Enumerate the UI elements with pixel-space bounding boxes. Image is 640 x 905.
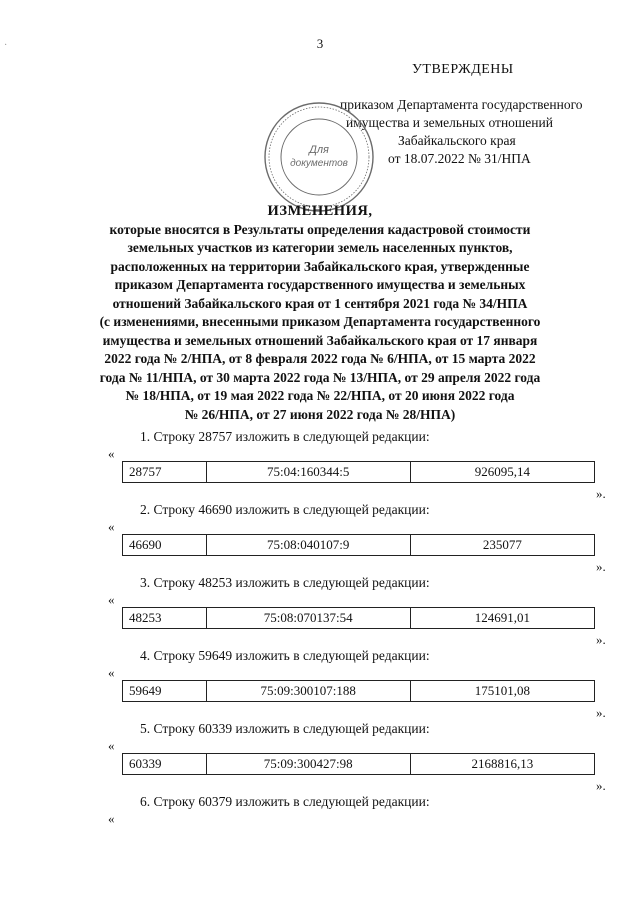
stamp-text-line: документов (290, 158, 348, 169)
title-line: года № 11/НПА, от 30 марта 2022 года № 13/НПА, от 29 апреля 2022 года (99, 369, 541, 385)
title-heading: ИЗМЕНЕНИЯ, (267, 203, 373, 219)
table-row (122, 753, 595, 775)
cadastral-number-cell: 75:04:160344:5 (206, 462, 410, 483)
title-line: земельных участков из категории земель населенных пунктов, (127, 240, 513, 255)
title-line: расположенных на территории Забайкальского края, утвержденные (110, 258, 530, 274)
close-quote: ». (596, 705, 606, 720)
title-line: приказом Департамента государственного имущества и земельных (114, 277, 526, 292)
title-line: отношений Забайкальского края от 1 сентября 2021 года № 34/НПА (112, 295, 528, 311)
order-line: приказом Департамента государственного (340, 97, 583, 112)
close-quote: ». (596, 778, 606, 793)
cadastral-value-cell: 235077 (410, 535, 594, 556)
cadastral-number-cell: 75:08:070137:54 (206, 608, 410, 629)
row-number-cell: 59649 (123, 681, 207, 702)
open-quote: « (108, 592, 115, 607)
order-line: имущества и земельных отношений (346, 115, 553, 130)
table-row (122, 461, 595, 483)
close-quote: ». (596, 632, 606, 647)
open-quote: « (108, 519, 115, 534)
row-number-cell: 60339 (123, 754, 207, 775)
cadastral-number-cell: 75:09:300427:98 (206, 754, 410, 775)
cadastral-number-cell: 75:08:040107:9 (206, 535, 410, 556)
page-number: 3 (316, 36, 324, 51)
title-line: (с изменениями, внесенными приказом Департамента государственного (99, 314, 541, 329)
open-quote: « (108, 446, 115, 461)
title-line: имущества и земельных отношений Забайкальского края от 17 января (102, 332, 538, 348)
stamp-seal (262, 100, 377, 215)
title-line: 2022 года № 2/НПА, от 8 февраля 2022 года № 6/НПА, от 15 марта 2022 (104, 351, 536, 366)
cadastral-value-cell: 175101,08 (410, 681, 594, 702)
document-title (60, 202, 580, 424)
item-instruction: 3. Строку 48253 изложить в следующей редакции: (140, 575, 430, 590)
item-instruction: 5. Строку 60339 изложить в следующей редакции: (140, 721, 430, 736)
table-row (122, 680, 595, 702)
item-instruction: 1. Строку 28757 изложить в следующей редакции: (140, 429, 430, 444)
item-instruction: 6. Строку 60379 изложить в следующей редакции: (140, 794, 430, 809)
margin-mark: · (4, 40, 8, 51)
cadastral-value-cell: 926095,14 (410, 462, 594, 483)
open-quote: « (108, 811, 115, 826)
close-quote: ». (596, 559, 606, 574)
stamp-text-line: Для (309, 144, 329, 156)
cadastral-value-cell: 124691,01 (410, 608, 594, 629)
table-row (122, 607, 595, 629)
row-number-cell: 28757 (123, 462, 207, 483)
cadastral-value-cell: 2168816,13 (410, 754, 594, 775)
cadastral-number-cell: 75:09:300107:188 (206, 681, 410, 702)
open-quote: « (108, 738, 115, 753)
row-number-cell: 48253 (123, 608, 207, 629)
row-number-cell: 46690 (123, 535, 207, 556)
order-line: Забайкальского края (398, 133, 516, 148)
close-quote: ». (596, 486, 606, 501)
title-line: которые вносятся в Результаты определения кадастровой стоимости (109, 221, 531, 237)
title-line: № 18/НПА, от 19 мая 2022 года № 22/НПА, от 20 июня 2022 года (125, 388, 515, 403)
title-line: № 26/НПА, от 27 июня 2022 года № 28/НПА) (184, 406, 456, 422)
order-line: от 18.07.2022 № 31/НПА (388, 151, 531, 166)
item-instruction: 2. Строку 46690 изложить в следующей редакции: (140, 502, 430, 517)
item-instruction: 4. Строку 59649 изложить в следующей редакции: (140, 648, 430, 663)
table-row (122, 534, 595, 556)
open-quote: « (108, 665, 115, 680)
approved-heading: УТВЕРЖДЕНЫ (412, 62, 514, 77)
